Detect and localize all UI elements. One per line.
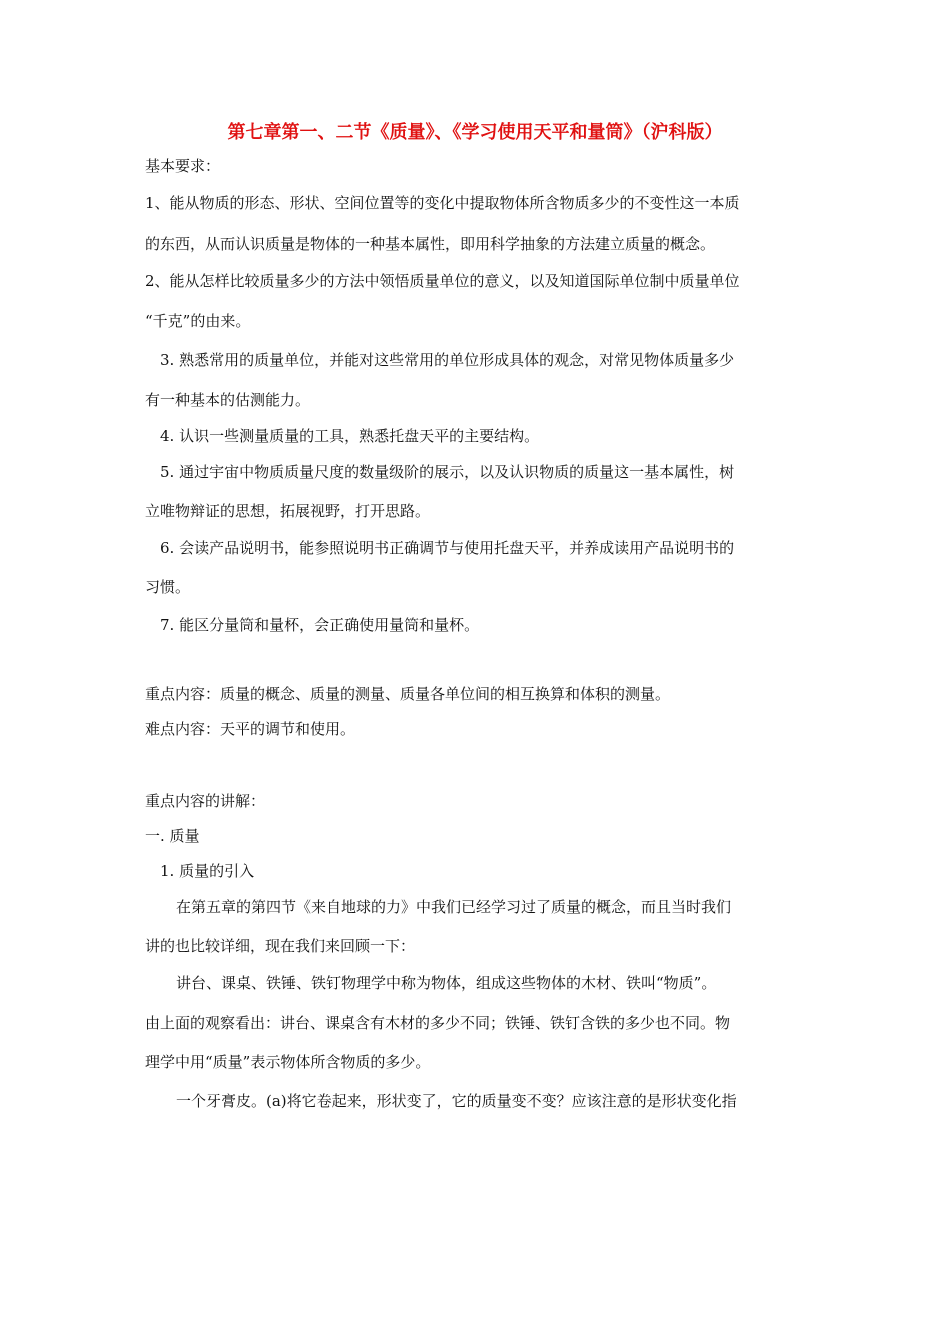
text-line: 习惯。: [145, 578, 191, 596]
text-line: 难点内容：天平的调节和使用。: [145, 720, 356, 738]
text-line: 在第五章的第四节《来自地球的力》中我们已经学习过了质量的概念，而且当时我们: [176, 898, 732, 916]
text-line: 讲台、课桌、铁锤、铁钉物理学中称为物体，组成这些物体的木材、铁叫“物质”。: [176, 974, 717, 992]
text-line: 基本要求：: [145, 157, 221, 175]
text-line: 6. 会读产品说明书，能参照说明书正确调节与使用托盘天平，并养成读用产品说明书的: [160, 539, 735, 557]
text-line: 7. 能区分量筒和量杯，会正确使用量筒和量杯。: [160, 616, 480, 634]
text-line: 重点内容：质量的概念、质量的测量、质量各单位间的相互换算和体积的测量。: [145, 685, 671, 703]
text-line: 重点内容的讲解：: [145, 792, 266, 810]
document-title: 第七章第一、二节《质量》、《学习使用天平和量筒》（沪科版）: [227, 122, 723, 143]
text-line: 有一种基本的估测能力。: [145, 391, 311, 409]
text-line: 讲的也比较详细，现在我们来回顾一下：: [145, 937, 416, 955]
text-line: 3. 熟悉常用的质量单位，并能对这些常用的单位形成具体的观念，对常见物体质量多少: [160, 351, 735, 369]
text-line: 1. 质量的引入: [160, 862, 255, 880]
text-line: 一个牙膏皮。(a)将它卷起来，形状变了，它的质量变不变？应该注意的是形状变化指: [176, 1092, 737, 1110]
text-line: 5. 通过宇宙中物质质量尺度的数量级阶的展示，以及认识物质的质量这一基本属性，树: [160, 463, 735, 481]
text-line: “千克”的由来。: [145, 312, 251, 330]
text-line: 的东西，从而认识质量是物体的一种基本属性，即用科学抽象的方法建立质量的概念。: [145, 235, 716, 253]
text-line: 由上面的观察看出：讲台、课桌含有木材的多少不同；铁锤、铁钉含铁的多少也不同。物: [145, 1014, 731, 1032]
text-line: 4. 认识一些测量质量的工具，熟悉托盘天平的主要结构。: [160, 427, 540, 445]
text-line: 1、能从物质的形态、形状、空间位置等的变化中提取物体所含物质多少的不变性这一本质: [145, 194, 740, 212]
text-line: 2、能从怎样比较质量多少的方法中领悟质量单位的意义，以及知道国际单位制中质量单位: [145, 272, 740, 290]
text-line: 一. 质量: [145, 827, 200, 845]
text-line: 理学中用“质量”表示物体所含物质的多少。: [145, 1053, 431, 1071]
text-line: 立唯物辩证的思想，拓展视野，打开思路。: [145, 502, 431, 520]
